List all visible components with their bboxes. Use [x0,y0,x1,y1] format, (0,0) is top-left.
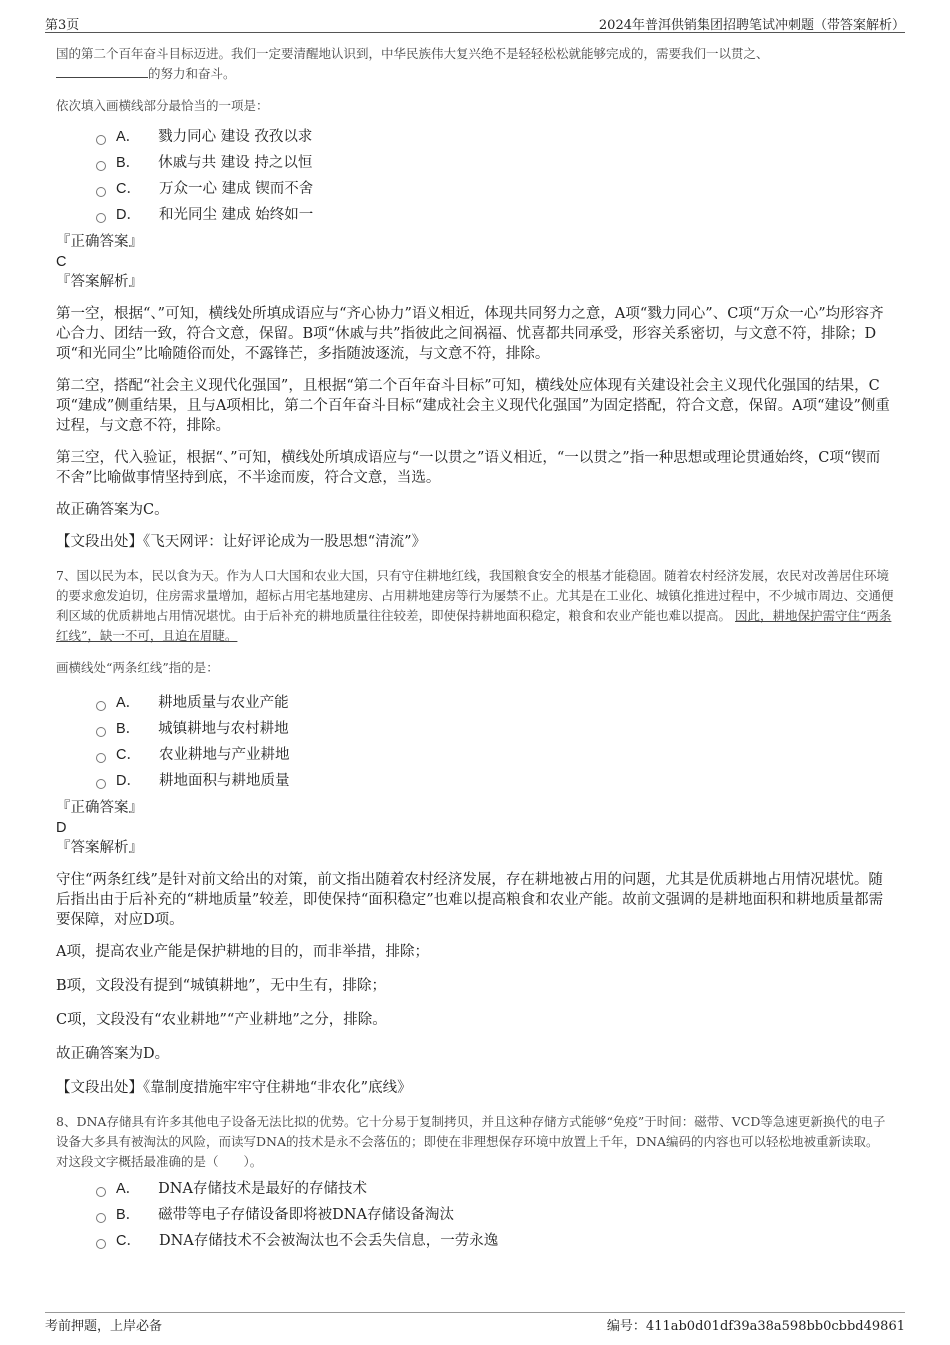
page-footer [45,1312,905,1335]
q6-analysis-label: 『答案解析』 [56,274,143,290]
q6-answer-label: 『正确答案』 [56,234,143,250]
q7-analysis-para-2: A项，提高农业产能是保护耕地的目的，而非举措，排除； [56,944,429,960]
q6-option-a[interactable]: A． 戮力同心 建设 孜孜以求 [96,124,894,150]
document-title: 2024年普洱供销集团招聘笔试冲刺题（带答案解析） [598,18,905,33]
q8-options [56,1176,894,1254]
q7-options [56,690,894,794]
q8-prompt: 对这段文字概括最准确的是（ ）。 [56,1154,263,1169]
radio-icon[interactable] [96,727,106,737]
q7-analysis-para-3: B项，文段没有提到“城镇耕地”，无中生有，排除； [56,978,386,994]
radio-icon[interactable] [96,135,106,145]
q8-passage: 8、DNA存储具有许多其他电子设备无法比拟的优势。它十分易于复制拷贝，并且这种存储方式能够“免疫”于时间：磁带、VCD等急速更新换代的电子设备大多具有被淘汰的风险，而读写DNA的技术是永不会落伍的；即使在非理想保存环境中放置上千年，DNA编码的内容也可以轻松地被重新读取。 [56,1114,886,1149]
q6-source: 【文段出处】《飞天网评：让好评论成为一股思想“清流”》 [56,534,427,550]
q8-option-c[interactable]: C． DNA存储技术不会被淘汰也不会丢失信息，一劳永逸 [96,1228,894,1254]
q7-analysis-para-1: 守住“两条红线”是针对前文给出的对策，前文指出随着农村经济发展，存在耕地被占用的问题，尤其是优质耕地占用情况堪忧。随后指出由于后补充的“耕地质量”较差，即使保持“面积稳定”也难以提高粮食和农业产能。故前文强调的是耕地面积和耕地质量都需要保障，对应D项。 [56,872,884,928]
q7-option-a[interactable]: A． 耕地质量与农业产能 [96,690,894,716]
q6-prompt: 依次填入画横线部分最恰当的一项是： [56,98,269,113]
radio-icon[interactable] [96,161,106,171]
q7-option-d[interactable]: D． 耕地面积与耕地质量 [96,768,894,794]
q7-analysis-label: 『答案解析』 [56,840,143,856]
q7-source: 【文段出处】《靠制度措施牢牢守住耕地“非农化”底线》 [56,1080,412,1096]
page-content [56,44,894,1254]
page-number: 第3页 [45,18,80,33]
page-header [45,14,905,33]
radio-icon[interactable] [96,213,106,223]
radio-icon[interactable] [96,753,106,763]
radio-icon[interactable] [96,779,106,789]
q7-answer-label: 『正确答案』 [56,800,143,816]
q7-prompt: 画横线处“两条红线”指的是： [56,660,219,675]
q6-options [56,124,894,228]
radio-icon[interactable] [96,1239,106,1249]
q6-answer: C [56,254,67,270]
q6-passage-line1: 国的第二个百年奋斗目标迈进。我们一定要清醒地认识到，中华民族伟大复兴绝不是轻轻松松就能够完成的，需要我们一以贯之、 [56,46,769,61]
q7-analysis-para-4: C项，文段没有“农业耕地”“产业耕地”之分，排除。 [56,1012,387,1028]
radio-icon[interactable] [96,187,106,197]
q6-passage-line2: 的努力和奋斗。 [148,66,236,81]
q7-option-c[interactable]: C． 农业耕地与产业耕地 [96,742,894,768]
q7-answer: D [56,820,67,836]
q8-option-a[interactable]: A． DNA存储技术是最好的存储技术 [96,1176,894,1202]
q6-analysis-para-3: 第三空，代入验证，根据“、”可知，横线处所填成语应与“一以贯之”语义相近，“一以贯之”指一种思想或理论贯通始终，C项“锲而不舍”比喻做事情坚持到底，不半途而废，符合文意，当选。 [56,450,881,486]
q6-option-c[interactable]: C． 万众一心 建成 锲而不舍 [96,176,894,202]
footer-slogan: 考前押题，上岸必备 [45,1319,163,1334]
q6-option-d[interactable]: D． 和光同尘 建成 始终如一 [96,202,894,228]
q6-conclusion: 故正确答案为C。 [56,502,169,518]
q6-option-b[interactable]: B． 休戚与共 建设 持之以恒 [96,150,894,176]
radio-icon[interactable] [96,1213,106,1223]
q7-passage [56,566,894,646]
q7-conclusion: 故正确答案为D。 [56,1046,170,1062]
q8-option-b[interactable]: B． 磁带等电子存储设备即将被DNA存储设备淘汰 [96,1202,894,1228]
q7-underlined-sentence: 因此，耕地保护需守住“两条红线”，缺一不可，且迫在眉睫。 [56,608,892,643]
q7-option-b[interactable]: B． 城镇耕地与农村耕地 [96,716,894,742]
q6-analysis-para-1: 第一空，根据“、”可知，横线处所填成语应与“齐心协力”语义相近，体现共同努力之意，A项“戮力同心”、C项“万众一心”均形容齐心合力、团结一致，符合文意，保留。B项“休戚与共”指彼此之间祸福、忧喜都共同承受，形容关系密切，与文意不符，排除；D项“和光同尘”比喻随俗而处，不露锋芒，多指随波逐流，与文意不符，排除。 [56,306,884,362]
radio-icon[interactable] [96,1187,106,1197]
document-code: 编号：411ab0d01df39a38a598bb0cbbd49861 [606,1319,905,1334]
q7-passage-main: 7、国以民为本，民以食为天。作为人口大国和农业大国，只有守住耕地红线，我国粮食安全的根基才能稳固。随着农村经济发展，农民对改善居住环境的要求愈发迫切，住房需求量增加，超标占用宅基地建房、占用耕地建房等行为屡禁不止。尤其是在工业化、城镇化推进过程中，不少城市周边、交通便利区域的优质耕地占用情况堪忧。由于后补充的耕地质量往往较差，即使保持耕地面积稳定，粮食和农业产能也难以提高。 [56,568,894,623]
q6-passage [56,44,894,84]
q6-blank [56,65,148,78]
q6-analysis-para-2: 第二空，搭配“社会主义现代化强国”，且根据“第二个百年奋斗目标”可知，横线处应体现有关建设社会主义现代化强国的结果，C项“建成”侧重结果，且与A项相比，第二个百年奋斗目标“建成社会主义现代化强国”为固定搭配，符合文意，保留。A项“建设”侧重过程，与文意不符，排除。 [56,378,890,434]
radio-icon[interactable] [96,701,106,711]
